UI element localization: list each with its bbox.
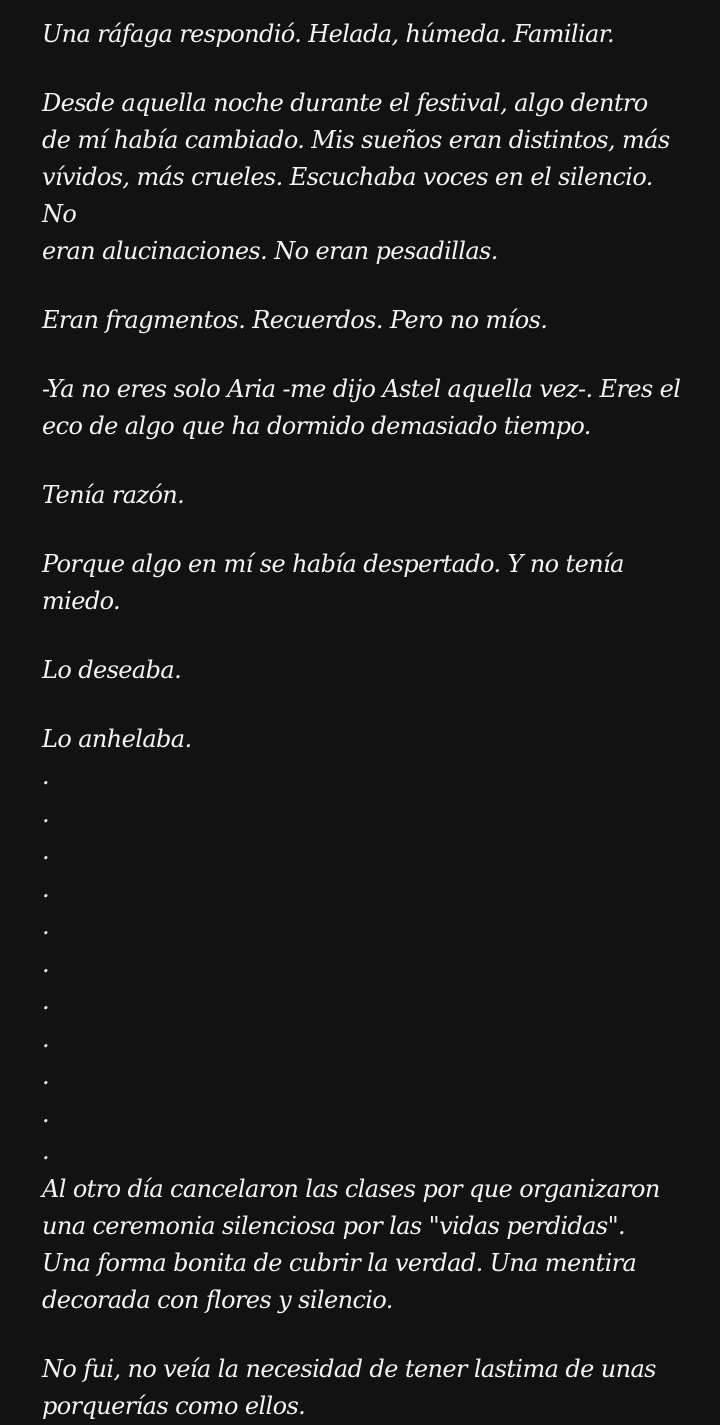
paragraph-gap: [42, 339, 682, 371]
paragraph-10: No fui, no veía la necesidad de tener lastima de unas porquerías como ellos.: [42, 1354, 656, 1420]
paragraph-gap: [42, 270, 682, 302]
paragraph-gap: [42, 53, 682, 85]
story-text: [42, 16, 682, 1425]
paragraph-1: Una ráfaga respondió. Helada, húmeda. Familiar.: [42, 20, 615, 48]
paragraph-6: Porque algo en mí se había despertado. Y no tenía miedo.: [42, 550, 624, 615]
paragraph-gap: [42, 445, 682, 477]
paragraph-7: Lo deseaba.: [42, 656, 182, 684]
paragraph-9: Al otro día cancelaron las clases por que organizaron una ceremonia silenciosa por las "vidas perdidas". Una forma bonita de cubrir la verdad. Una mentira decorada con flores y silencio.: [42, 1174, 660, 1314]
paragraph-8: Lo anhelaba.: [42, 725, 192, 753]
paragraph-5: Tenía razón.: [42, 481, 185, 509]
paragraph-gap: [42, 1319, 682, 1351]
paragraph-gap: [42, 689, 682, 721]
paragraph-gap: [42, 514, 682, 546]
paragraph-4: -Ya no eres solo Aria -me dijo Astel aquella vez-. Eres el eco de algo que ha dormido demasiado tiempo.: [42, 375, 681, 440]
paragraph-3: Eran fragmentos. Recuerdos. Pero no míos.: [42, 306, 548, 334]
paragraph-2: Desde aquella noche durante el festival, algo dentro de mí había cambiado. Mis sueños eran distintos, más vívidos, más crueles. Escuchaba voces en el silencio. No eran alucinaciones. No eran pesadillas.: [42, 89, 670, 265]
paragraph-gap: [42, 620, 682, 652]
scene-break-dots: . . . . . . . . . . .: [42, 762, 50, 1165]
